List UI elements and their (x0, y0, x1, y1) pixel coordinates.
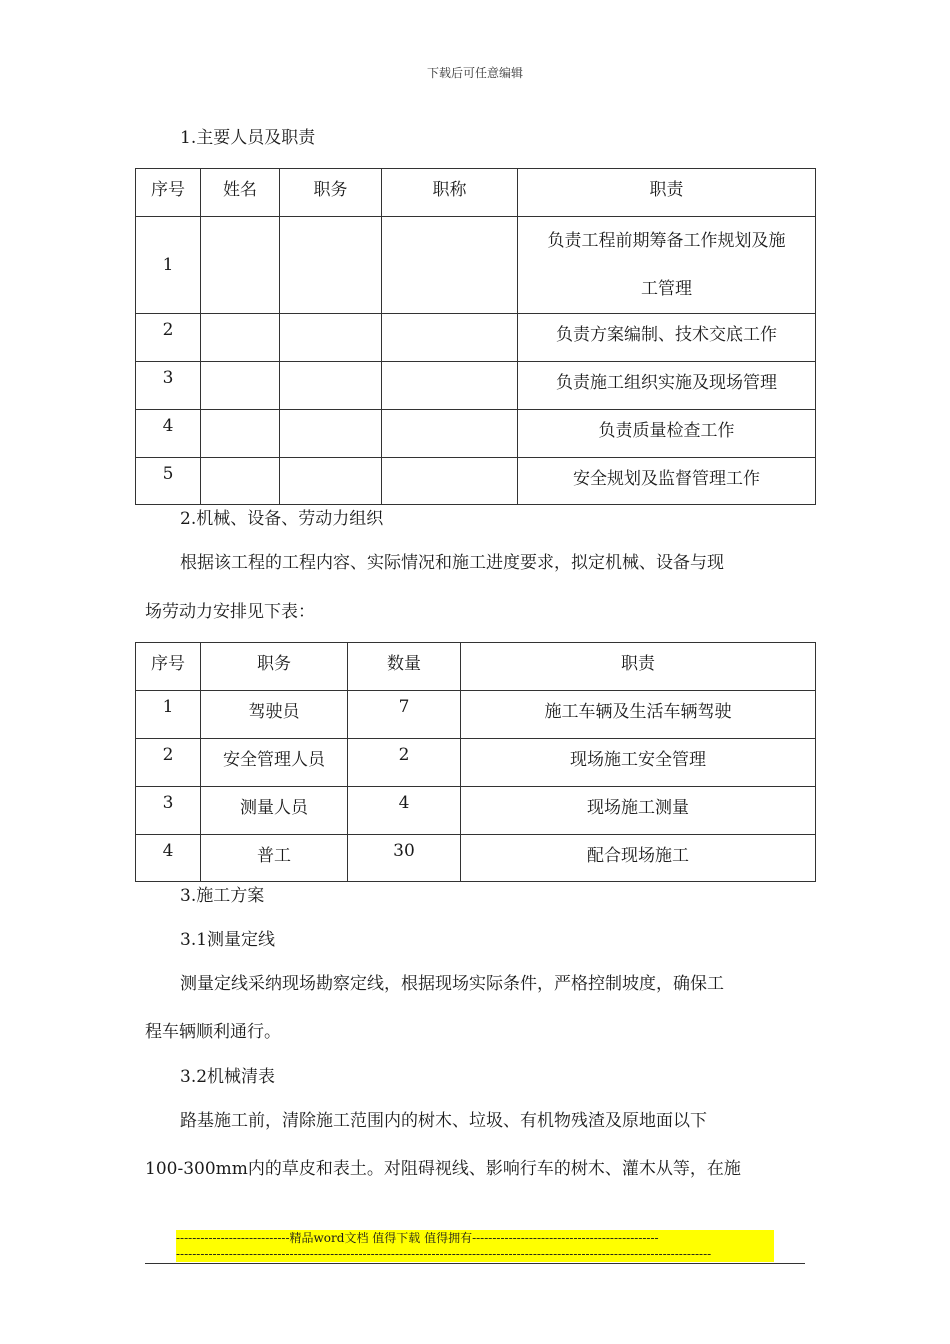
section31-paragraph-line: 测量定线采纳现场勘察定线，根据现场实际条件，严格控制坡度，确保工 (180, 974, 724, 994)
section32-title: 3.2机械清表 (180, 1067, 276, 1087)
table-header-row (136, 169, 816, 217)
post-cell: 普工 (201, 835, 348, 882)
header-cell: 姓名 (201, 169, 280, 217)
row-number: 4 (136, 410, 201, 458)
name-cell (201, 314, 280, 362)
table-row (136, 314, 816, 362)
post-cell: 驾驶员 (201, 691, 348, 739)
duty-cell: 配合现场施工 (461, 835, 816, 882)
header-cell: 职务 (201, 643, 348, 691)
table-header-row (136, 643, 816, 691)
duty-cell (518, 217, 816, 314)
header-cell: 职务 (280, 169, 382, 217)
duty-cell: 施工车辆及生活车辆驾驶 (461, 691, 816, 739)
footer-banner-line: ----------------------------精品word文档 值得下载 值得拥有---------------------------------------------- (176, 1230, 774, 1246)
row-number: 4 (136, 835, 201, 882)
duty-cell: 现场施工测量 (461, 787, 816, 835)
section31-title: 3.1测量定线 (180, 930, 276, 950)
table-row (136, 787, 816, 835)
quantity-cell: 30 (348, 835, 461, 882)
row-number: 3 (136, 787, 201, 835)
post-cell (280, 314, 382, 362)
footer-rule (145, 1263, 805, 1264)
table-row (136, 217, 816, 314)
post-cell (280, 362, 382, 410)
header-cell: 职责 (461, 643, 816, 691)
personnel-table (135, 168, 816, 505)
post-cell (280, 217, 382, 314)
row-number: 1 (136, 691, 201, 739)
title-cell (382, 314, 518, 362)
section32-paragraph-line: 路基施工前，清除施工范围内的树木、垃圾、有机物残渣及原地面以下 (180, 1111, 707, 1131)
title-cell (382, 458, 518, 505)
row-number: 3 (136, 362, 201, 410)
row-number: 1 (136, 217, 201, 314)
duty-cell: 负责质量检查工作 (518, 410, 816, 458)
labor-table (135, 642, 816, 882)
section3-title: 3.施工方案 (180, 886, 265, 906)
section2-paragraph-line: 根据该工程的工程内容、实际情况和施工进度要求，拟定机械、设备与现 (180, 553, 724, 573)
post-cell: 安全管理人员 (201, 739, 348, 787)
row-number: 2 (136, 739, 201, 787)
name-cell (201, 410, 280, 458)
duty-line: 负责工程前期筹备工作规划及施 (547, 231, 786, 251)
header-cell: 序号 (136, 169, 201, 217)
quantity-cell: 4 (348, 787, 461, 835)
name-cell (201, 458, 280, 505)
duty-line: 工管理 (641, 279, 692, 299)
row-number: 5 (136, 458, 201, 505)
title-cell (382, 217, 518, 314)
header-cell: 序号 (136, 643, 201, 691)
section2-paragraph-line: 场劳动力安排见下表： (145, 602, 315, 622)
table-row (136, 458, 816, 505)
duty-cell: 现场施工安全管理 (461, 739, 816, 787)
header-cell: 数量 (348, 643, 461, 691)
section31-paragraph-line: 程车辆顺利通行。 (145, 1022, 281, 1042)
post-cell: 测量人员 (201, 787, 348, 835)
table-row (136, 835, 816, 882)
section2-title: 2.机械、设备、劳动力组织 (180, 509, 384, 529)
table-row (136, 739, 816, 787)
quantity-cell: 2 (348, 739, 461, 787)
duty-cell: 负责施工组织实施及现场管理 (518, 362, 816, 410)
duty-cell: 负责方案编制、技术交底工作 (518, 314, 816, 362)
title-cell (382, 410, 518, 458)
footer-banner-line: ------------------------------------------------------------------------------------------------------------------------------------ (176, 1246, 774, 1262)
post-cell (280, 410, 382, 458)
header-cell: 职责 (518, 169, 816, 217)
header-cell: 职称 (382, 169, 518, 217)
table-row (136, 362, 816, 410)
row-number: 2 (136, 314, 201, 362)
section32-paragraph-line: 100-300mm内的草皮和表土。对阻碍视线、影响行车的树木、灌木从等，在施 (145, 1159, 741, 1179)
section1-title: 1.主要人员及职责 (180, 128, 316, 148)
table-row (136, 410, 816, 458)
duty-cell: 安全规划及监督管理工作 (518, 458, 816, 505)
title-cell (382, 362, 518, 410)
header-note: 下载后可任意编辑 (426, 66, 523, 80)
name-cell (201, 217, 280, 314)
table-row (136, 691, 816, 739)
post-cell (280, 458, 382, 505)
name-cell (201, 362, 280, 410)
quantity-cell: 7 (348, 691, 461, 739)
